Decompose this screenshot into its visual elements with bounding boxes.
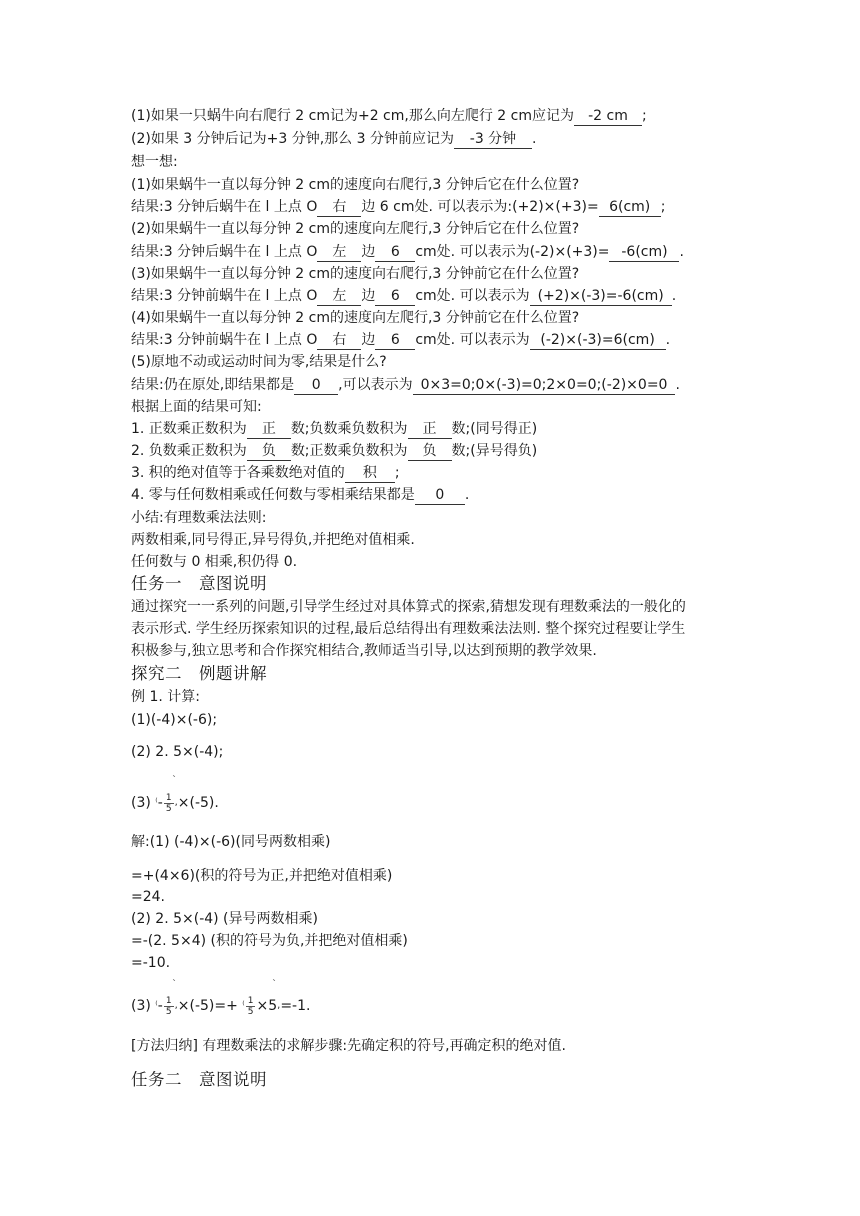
answer-blank: 积 <box>345 464 395 483</box>
text: 结果:仍在原处,即结果都是 <box>131 377 295 393</box>
text: . <box>665 332 671 348</box>
text: ×(-5). <box>177 795 219 811</box>
text: (2)如果 3 分钟后记为+3 分钟,那么 3 分钟前应记为 <box>131 131 454 147</box>
fraction-numerator: 1 <box>165 792 172 803</box>
text: 边 6 cm处. 可以表示为:(+2)×(+3)= <box>361 199 599 215</box>
answer-blank: 左 <box>317 243 361 262</box>
fraction-denominator: 5 <box>247 1006 254 1017</box>
fraction-denominator: 5 <box>165 803 172 814</box>
text: ×5 <box>256 998 278 1014</box>
question-line: (2)如果蜗牛一直以每分钟 2 cm的速度向左爬行,3 分钟后它在什么位置? <box>131 221 580 237</box>
solution-line-2: =+(4×6)(积的符号为正,并把绝对值相乘) <box>131 868 393 884</box>
fraction-denominator: 5 <box>165 1006 172 1017</box>
text: 边 <box>361 288 376 304</box>
text: 结果:3 分钟前蜗牛在 l 上点 O <box>131 332 318 348</box>
text: ; <box>660 199 666 215</box>
left-paren-mark: ⁽ <box>242 1000 245 1011</box>
answer-blank: 0 <box>415 486 465 505</box>
question-line: (1)如果蜗牛一直以每分钟 2 cm的速度向右爬行,3 分钟后它在什么位置? <box>131 177 580 193</box>
bracket-mark: ˋ <box>272 979 277 990</box>
text: - <box>157 795 163 811</box>
text: 边 <box>361 244 376 260</box>
paragraph-line: 表示形式. 学生经历探索知识的过程,最后总结得出有理数乘法法则. 整个探究过程要让学生 <box>131 621 686 637</box>
solution-line-1: 解:(1) (-4)×(-6)(同号两数相乘) <box>131 834 331 850</box>
answer-blank: -6(cm) <box>609 243 679 262</box>
text: 数;正数乘负数积为 <box>290 443 408 459</box>
text: =-1. <box>280 998 311 1014</box>
rule-line-3 <box>131 463 400 483</box>
paragraph-line: 积极参与,独立思考和合作探究相结合,教师适当引导,以达到预期的教学效果. <box>131 643 597 659</box>
text: 数;负数乘负数积为 <box>290 421 408 437</box>
text: - <box>157 998 163 1014</box>
task1-heading: 任务一 意图说明 <box>131 574 267 593</box>
result-line-2 <box>131 242 684 262</box>
paragraph-line: 通过探究一一系列的问题,引导学生经过对具体算式的探索,猜想发现有理数乘法的一般化的 <box>131 599 686 615</box>
answer-blank: 负 <box>408 442 452 461</box>
result-line-1 <box>131 197 665 217</box>
summary-rule: 两数相乘,同号得正,异号得负,并把绝对值相乘. <box>131 532 415 548</box>
text: ×(-5)=+ <box>177 998 238 1014</box>
answer-blank: 6 <box>375 243 415 262</box>
answer-blank: 0×3=0;0×(-3)=0;2×0=0;(-2)×0=0 <box>413 376 676 395</box>
result-line-5 <box>131 375 680 395</box>
result-line-3 <box>131 286 676 306</box>
text: cm处. 可以表示为(-2)×(+3)= <box>415 244 610 260</box>
fraction-numerator: 1 <box>165 995 172 1006</box>
text: 结果:3 分钟后蜗牛在 l 上点 O <box>131 244 318 260</box>
answer-blank: (-2)×(-3)=6(cm) <box>530 331 666 350</box>
question-line: (4)如果蜗牛一直以每分钟 2 cm的速度向左爬行,3 分钟前它在什么位置? <box>131 310 580 326</box>
bracket-mark: ˋ <box>172 979 177 990</box>
text: 数;(同号得正) <box>451 421 538 437</box>
right-paren-mark: , <box>174 797 178 808</box>
left-paren-mark: ⁽ <box>155 797 158 808</box>
answer-blank: 正 <box>408 420 452 439</box>
example-q1: (1)(-4)×(-6); <box>131 712 218 728</box>
summary-title: 小结:有理数乘法法则: <box>131 510 267 526</box>
example-title: 例 1. 计算: <box>131 689 200 705</box>
text: (3) <box>131 795 151 811</box>
solution-line-4: (2) 2. 5×(-4) (异号两数相乘) <box>131 911 318 927</box>
answer-blank: (+2)×(-3)=-6(cm) <box>530 287 672 306</box>
answer-blank: 6(cm) <box>599 198 661 217</box>
text: cm处. 可以表示为 <box>415 288 530 304</box>
task1-paragraph <box>131 596 731 662</box>
text: . <box>675 377 680 393</box>
question-line: (5)原地不动或运动时间为零,结果是什么? <box>131 354 387 370</box>
think-label: 想一想: <box>131 154 178 170</box>
explore2-heading: 探究二 例题讲解 <box>131 664 267 683</box>
text: (1)如果一只蜗牛向右爬行 2 cm记为+2 cm,那么向左爬行 2 cm应记为 <box>131 108 574 124</box>
answer-blank: 右 <box>317 198 361 217</box>
text: 结果:3 分钟后蜗牛在 l 上点 O <box>131 199 318 215</box>
text: . <box>464 487 470 503</box>
solution-line-3: =24. <box>131 889 165 905</box>
rule-line-1 <box>131 419 537 439</box>
fraction-numerator: 1 <box>247 995 254 1006</box>
text: 1. 正数乘正数积为 <box>131 421 247 437</box>
question-line-2 <box>131 129 536 149</box>
fraction <box>246 996 256 1017</box>
fraction <box>164 793 174 814</box>
answer-blank: -2 cm <box>574 107 642 126</box>
text: cm处. 可以表示为 <box>415 332 530 348</box>
example-q3 <box>131 790 219 816</box>
answer-blank: 6 <box>375 287 415 306</box>
method-summary: [方法归纳] 有理数乘法的求解步骤:先确定积的符号,再确定积的绝对值. <box>131 1038 566 1054</box>
text: 3. 积的绝对值等于各乘数绝对值的 <box>131 465 345 481</box>
solution-line-6: =-10. <box>131 955 171 971</box>
bracket-mark: ˋ <box>172 775 177 786</box>
text: ; <box>642 108 647 124</box>
right-paren-mark: , <box>174 1000 178 1011</box>
summary-rule-zero: 任何数与 0 相乘,积仍得 0. <box>131 554 298 570</box>
solution-line-5: =-(2. 5×4) (积的符号为负,并把绝对值相乘) <box>131 933 408 949</box>
answer-blank: -3 分钟 <box>454 130 532 149</box>
answer-blank: 左 <box>317 287 361 306</box>
rule-line-2 <box>131 441 537 461</box>
answer-blank: 6 <box>375 331 415 350</box>
rule-line-4 <box>131 485 469 505</box>
solution-line-7 <box>131 993 310 1019</box>
answer-blank: 负 <box>247 442 291 461</box>
text: ; <box>394 465 400 481</box>
example-q2: (2) 2. 5×(-4); <box>131 744 224 760</box>
question-line: (3)如果蜗牛一直以每分钟 2 cm的速度向右爬行,3 分钟前它在什么位置? <box>131 266 580 282</box>
right-paren-mark: , <box>277 1000 281 1011</box>
task2-heading: 任务二 意图说明 <box>131 1070 267 1089</box>
question-line-1 <box>131 106 647 126</box>
fraction <box>164 996 174 1017</box>
answer-blank: 右 <box>317 331 361 350</box>
text: ,可以表示为 <box>338 377 413 393</box>
left-paren-mark: ⁽ <box>155 1000 158 1011</box>
conclusion-intro: 根据上面的结果可知: <box>131 399 262 415</box>
text: 4. 零与任何数相乘或任何数与零相乘结果都是 <box>131 487 415 503</box>
text: 边 <box>361 332 376 348</box>
text: 结果:3 分钟前蜗牛在 l 上点 O <box>131 288 318 304</box>
text: (3) <box>131 998 151 1014</box>
text: 2. 负数乘正数积为 <box>131 443 247 459</box>
text: . <box>671 288 677 304</box>
result-line-4 <box>131 330 670 350</box>
answer-blank: 0 <box>294 376 338 395</box>
text: . <box>531 131 537 147</box>
text: . <box>679 244 684 260</box>
text: 数;(异号得负) <box>451 443 538 459</box>
answer-blank: 正 <box>247 420 291 439</box>
